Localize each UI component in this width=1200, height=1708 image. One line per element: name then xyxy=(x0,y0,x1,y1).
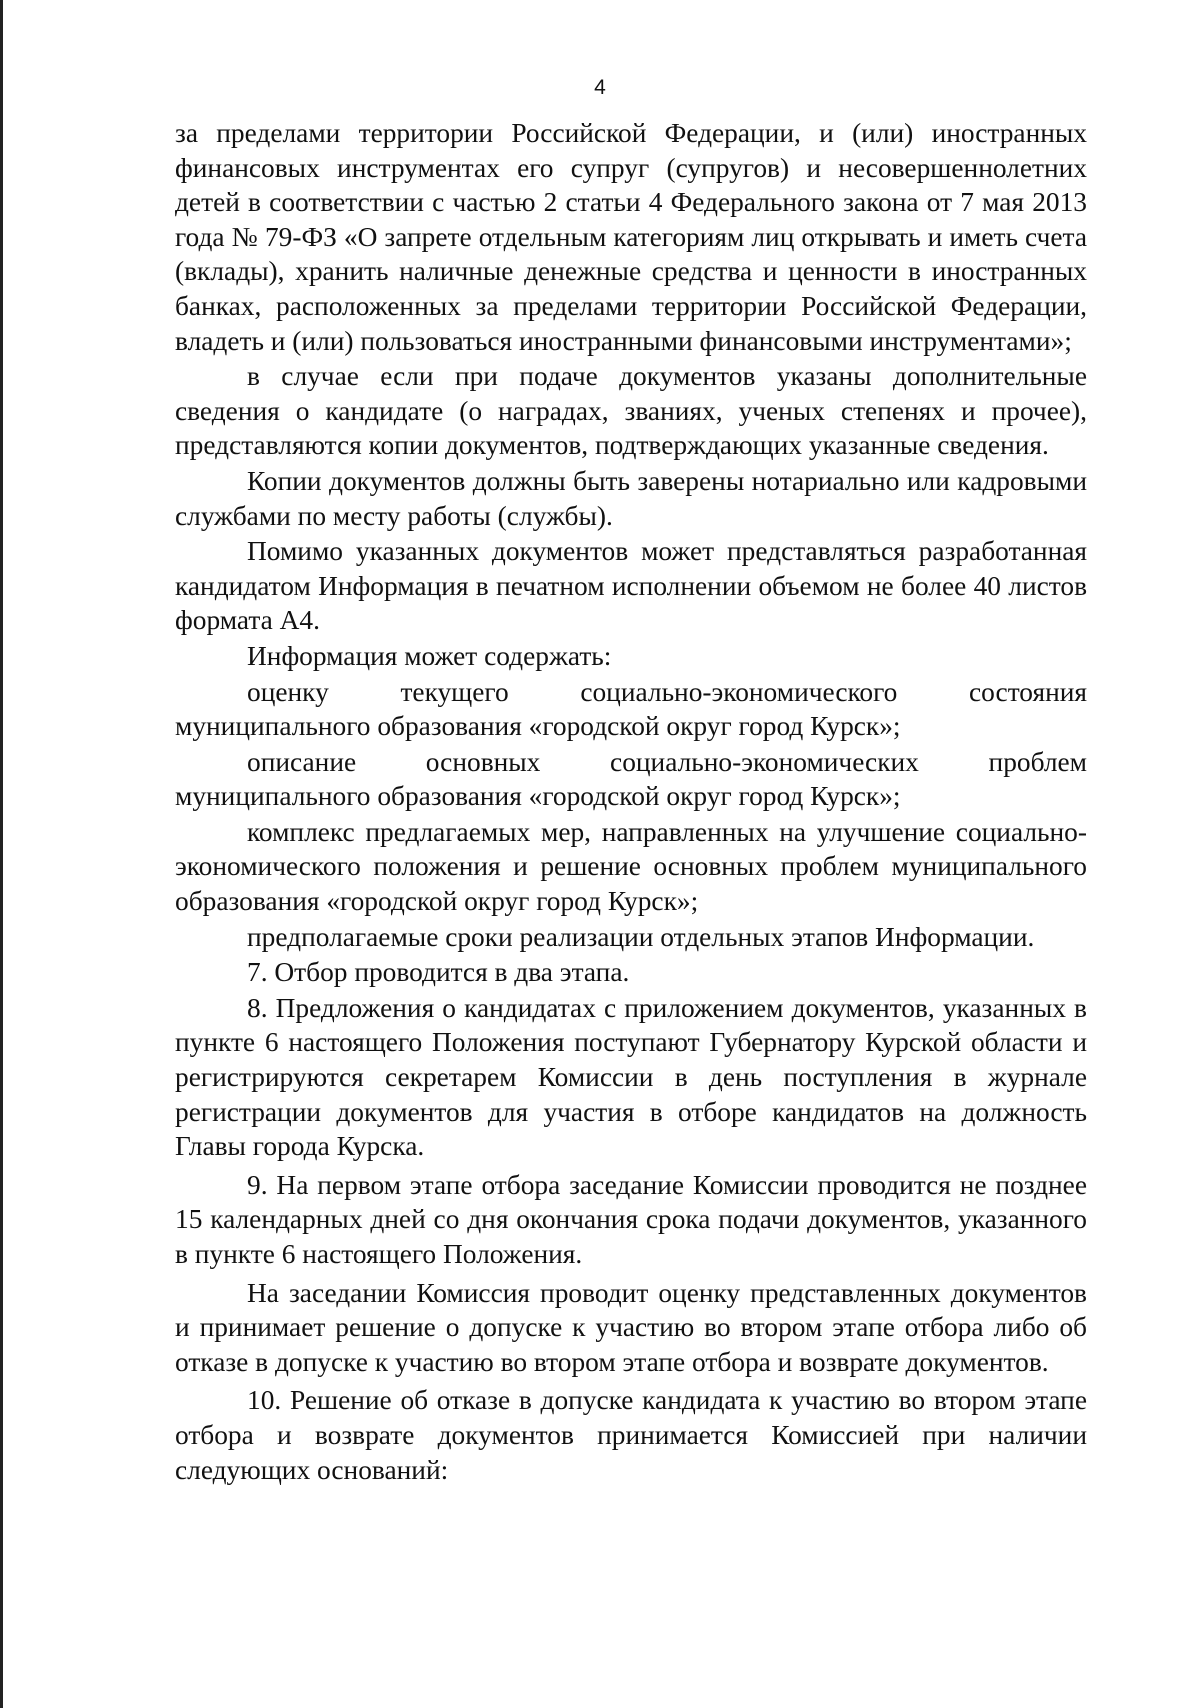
clause-10: 10. Решение об отказе в допуске кандидата к участию во втором этапе отбора и возврате документов принимается Комиссией при наличии следующих оснований: xyxy=(175,1385,1087,1485)
paragraph-commission-meeting: На заседании Комиссия проводит оценку представленных документов и принимает решение о допуске к участию во втором этапе отбора либо об отказе в допуске к участию во втором этапе отбора и возврате документов. xyxy=(175,1277,1087,1377)
list-item-measures: комплекс предлагаемых мер, направленных на улучшение социально-экономического положения и решение основных проблем муниципального образования «городской округ город Курск»; xyxy=(175,816,1087,917)
list-item-assessment: оценку текущего социально-экономического состояния муниципального образования «городской округ город Курск»; xyxy=(175,676,1087,742)
paragraph-continuation: за пределами территории Российской Федерации, и (или) иностранных финансовых инструментах его супруг (супругов) и несовершеннолетних детей в соответствии с частью 2 статьи 4 Федерального закона от 7 мая 2013 года № 79-ФЗ «О запрете отдельным категориям лиц открывать и иметь счета (вклады), хранить наличные денежные средства и ценности в иностранных банках, расположенных за пределами территории Российской Федерации, владеть и (или) пользоваться иностранными финансовыми инструментами»; xyxy=(175,118,1087,356)
clause-8: 8. Предложения о кандидатах с приложением документов, указанных в пункте 6 настоящего Положения поступают Губернатору Курской области и регистрируются секретарем Комиссии в день поступления в журнале регистрации документов для участия в отборе кандидатов на должность Главы города Курска. xyxy=(175,992,1087,1162)
paragraph-information-volume: Помимо указанных документов может представляться разработанная кандидатом Информация в печатном исполнении объемом не более 40 листов формата А4. xyxy=(175,536,1087,636)
list-item-timeline: предполагаемые сроки реализации отдельных этапов Информации. xyxy=(247,921,1035,952)
document-body xyxy=(175,116,1087,1487)
page-number: 4 xyxy=(594,76,606,99)
list-item-problems: описание основных социально-экономических проблем муниципального образования «городской округ город Курск»; xyxy=(175,746,1087,812)
clause-9: 9. На первом этапе отбора заседание Комиссии проводится не позднее 15 календарных дней со дня окончания срока подачи документов, указанного в пункте 6 настоящего Положения. xyxy=(175,1169,1087,1269)
paragraph-information-contents: Информация может содержать: xyxy=(247,640,612,671)
paragraph-additional-info: в случае если при подаче документов указаны дополнительные сведения о кандидате (о наградах, званиях, ученых степенях и прочее), представляются копии документов, подтверждающих указанные сведения. xyxy=(175,361,1087,461)
scan-edge xyxy=(0,0,3,1708)
clause-7: 7. Отбор проводится в два этапа. xyxy=(247,957,630,988)
paragraph-copies-certified: Копии документов должны быть заверены нотариально или кадровыми службами по месту работы (службы). xyxy=(175,465,1087,531)
